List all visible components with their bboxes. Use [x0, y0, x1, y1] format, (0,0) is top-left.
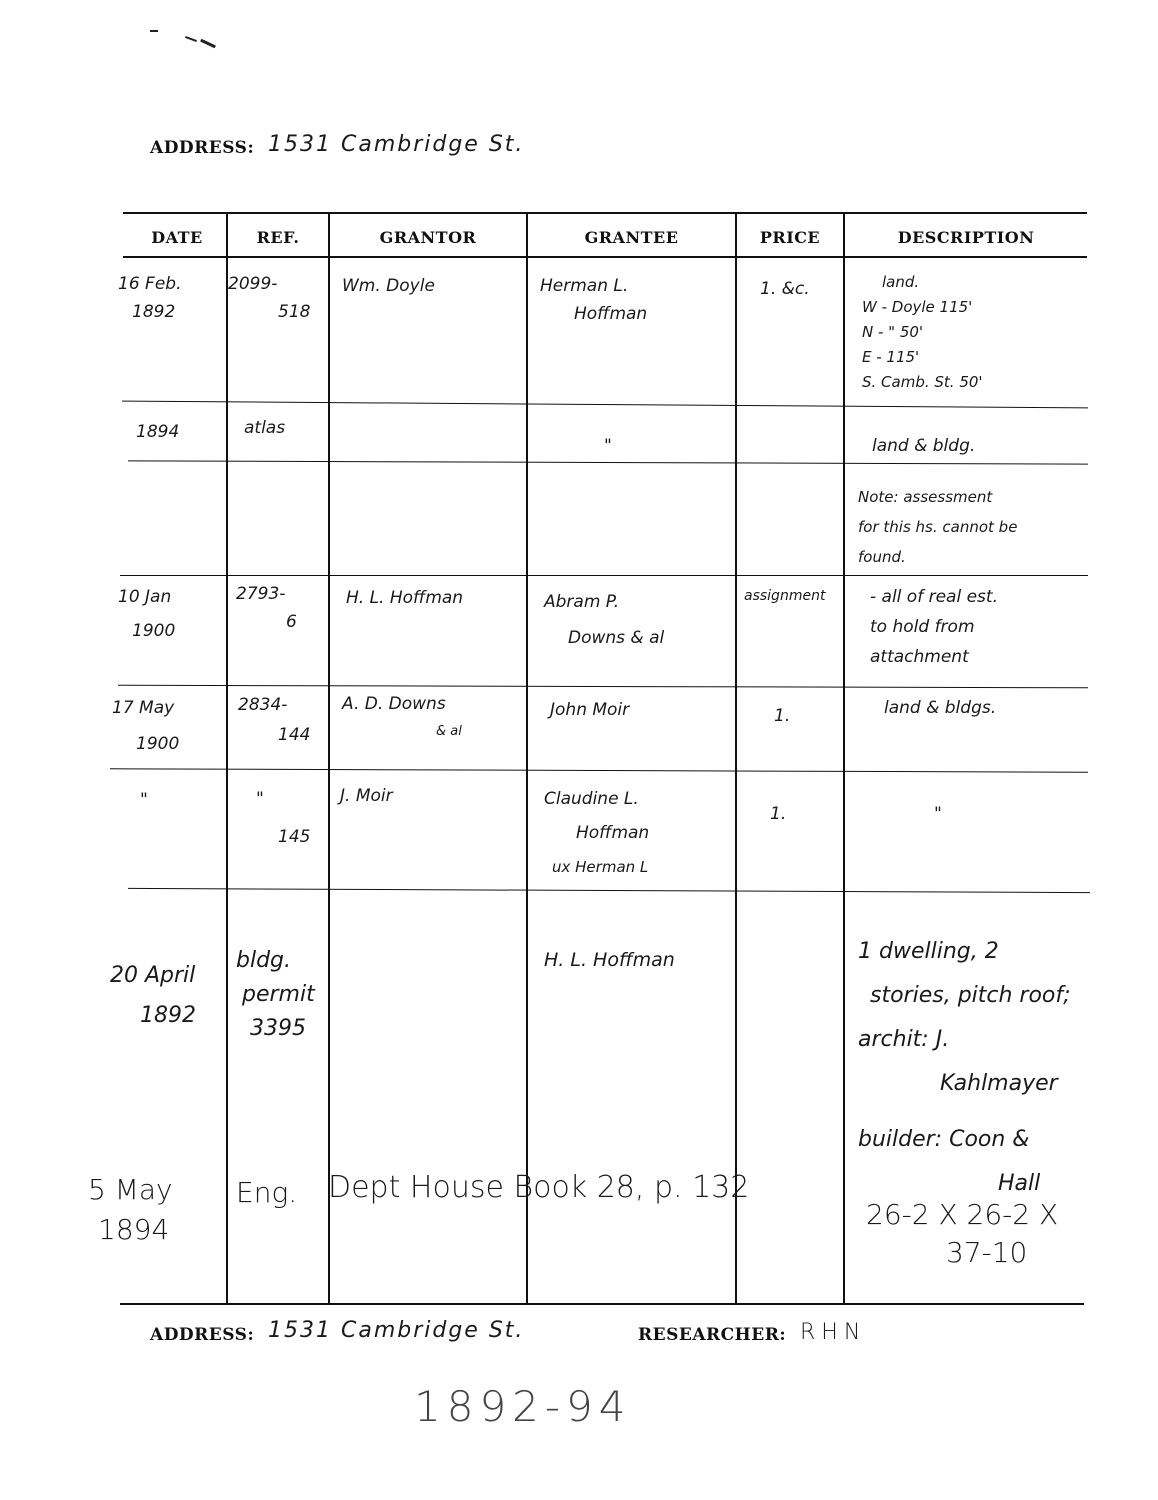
- ref-cell: 2099- 518: [228, 274, 311, 322]
- description-cell: 1 dwelling, 2 stories, pitch roof; archit: J. Kahlmayer builder: Coon & Hall: [858, 939, 1071, 1196]
- grantee-cell: Abram P. Downs & al: [544, 592, 665, 648]
- grantee-cell: Herman L. Hoffman: [540, 276, 648, 324]
- grantee-cell: H. L. Hoffman: [544, 949, 675, 971]
- column-header-ref: REF.: [256, 228, 300, 247]
- grantee-cell: Claudine L. Hoffman ux Herman L: [544, 789, 650, 876]
- house-book-reference: Dept House Book 28, p. 132: [328, 1170, 750, 1205]
- ref-cell: " 145: [256, 789, 311, 847]
- description-cell: land & bldg.: [872, 436, 976, 456]
- description-cell: land & bldgs.: [884, 698, 997, 718]
- column-header-grantee: GRANTEE: [584, 228, 679, 247]
- column-header-grantor: GRANTOR: [379, 228, 477, 247]
- ref-cell: bldg. permit 3395: [236, 948, 315, 1041]
- grantor-cell: Wm. Doyle: [342, 276, 435, 296]
- grantor-cell: J. Moir: [340, 786, 393, 806]
- price-cell: 1.: [770, 804, 787, 824]
- grantor-cell: H. L. Hoffman: [346, 588, 464, 608]
- ref-cell: atlas: [244, 418, 286, 438]
- description-cell: Note: assessment for this hs. cannot be found.: [858, 488, 1018, 566]
- price-cell: assignment: [744, 588, 826, 604]
- footer-address-label: ADDRESS:: [150, 1325, 255, 1345]
- description-cell: ": [934, 804, 942, 824]
- column-header-description: DESCRIPTION: [897, 228, 1035, 247]
- description-cell: 26-2 X 26-2 X 37-10: [866, 1198, 1059, 1269]
- ref-cell: 2834- 144: [238, 695, 311, 745]
- date-cell: 1894: [136, 422, 180, 442]
- description-cell: - all of real est. to hold from attachment: [870, 587, 998, 667]
- date-cell: 20 April 1892: [110, 963, 196, 1028]
- date-cell: 16 Feb. 1892: [118, 274, 182, 322]
- ref-cell: 2793- 6: [236, 584, 297, 632]
- date-cell: 17 May 1900: [112, 698, 180, 754]
- date-cell: ": [140, 790, 148, 810]
- description-cell: land. W - Doyle 115' N - " 50' E - 115' S. Camb. St. 50': [862, 273, 983, 391]
- date-cell: 5 May 1894: [88, 1173, 173, 1246]
- date-cell: 10 Jan 1900: [118, 587, 176, 641]
- year-range: 1892-94: [414, 1382, 632, 1431]
- footer-address-value: 1531 Cambridge St.: [268, 1318, 525, 1343]
- column-header-price: PRICE: [759, 228, 821, 247]
- address-label: ADDRESS:: [150, 138, 255, 158]
- price-cell: 1. &c.: [760, 279, 810, 299]
- grantee-cell: ": [604, 436, 612, 456]
- grantee-cell: John Moir: [550, 700, 630, 720]
- researcher-value: RHN: [800, 1320, 867, 1345]
- address-value: 1531 Cambridge St.: [268, 132, 525, 157]
- grantor-cell: A. D. Downs & al: [342, 694, 462, 739]
- column-header-date: DATE: [151, 228, 203, 247]
- researcher-label: RESEARCHER:: [638, 1325, 787, 1345]
- ref-cell: Eng.: [236, 1176, 298, 1209]
- price-cell: 1.: [774, 706, 791, 726]
